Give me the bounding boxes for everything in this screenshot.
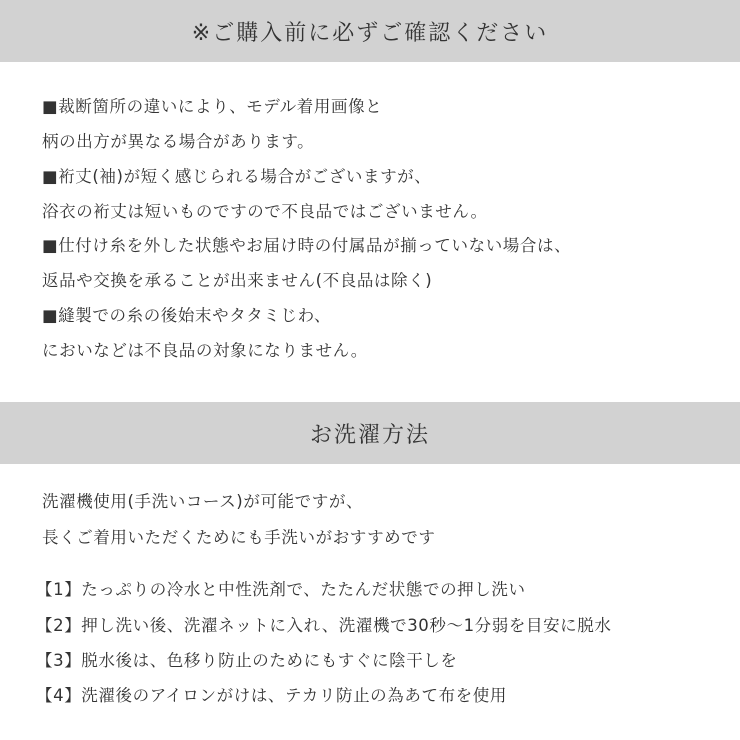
notice-body [42, 62, 720, 402]
notice-line: においなどは不良品の対象になりません。 [42, 341, 368, 360]
washing-step: 【3】脱水後は、色移り防止のためにもすぐに陰干しを [36, 651, 458, 670]
washing-header [0, 402, 740, 464]
washing-intro-line: 洗濯機使用(手洗いコース)が可能ですが、 [42, 492, 364, 511]
notice-line: ■仕付け糸を外した状態やお届け時の付属品が揃っていない場合は、 [42, 236, 572, 255]
notice-title: ※ご購入前に必ずご確認ください [191, 20, 549, 46]
washing-body [36, 464, 720, 740]
notice-line: 返品や交換を承ることが出来ません(不良品は除く) [42, 271, 433, 290]
washing-step: 【4】洗濯後のアイロンがけは、テカリ防止の為あて布を使用 [36, 686, 507, 705]
washing-step: 【2】押し洗い後、洗濯ネットに入れ、洗濯機で30秒～1分弱を目安に脱水 [36, 616, 612, 635]
notice-line: 柄の出方が異なる場合があります。 [42, 132, 315, 151]
notice-line: ■裄丈(袖)が短く感じられる場合がございますが、 [42, 167, 432, 186]
notice-line: ■裁断箇所の違いにより、モデル着用画像と [42, 97, 383, 116]
washing-title: お洗濯方法 [309, 422, 430, 448]
notice-header [0, 0, 740, 62]
notice-line: 浴衣の裄丈は短いものですので不良品ではございません。 [42, 202, 488, 221]
notice-line: ■縫製での糸の後始末やタタミじわ、 [42, 306, 332, 325]
washing-step: 【1】たっぷりの冷水と中性洗剤で、たたんだ状態での押し洗い [36, 580, 526, 599]
washing-intro-line: 長くご着用いただくためにも手洗いがおすすめです [42, 528, 436, 547]
